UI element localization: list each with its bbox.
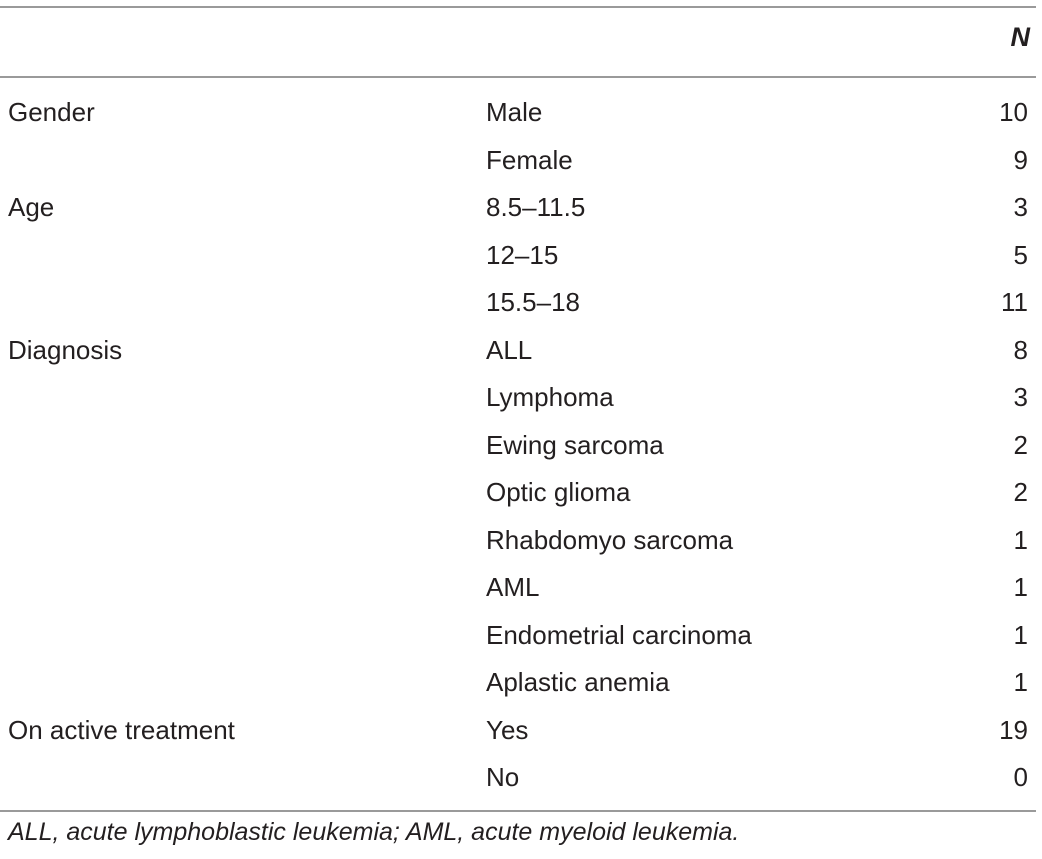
row-subcategory: 12–15 — [486, 239, 559, 270]
row-category — [0, 422, 486, 470]
row-subcategory: Male — [486, 97, 543, 128]
row-subcategory: Rhabdomyo sarcoma — [486, 524, 734, 555]
row-category — [0, 232, 486, 280]
row-category — [0, 564, 486, 612]
row-category — [0, 659, 486, 707]
row-subcategory: Optic glioma — [486, 477, 631, 508]
table-footnote: ALL, acute lymphoblastic leukemia; AML, acute myeloid leukemia. — [8, 818, 740, 846]
row-subcategory: 8.5–11.5 — [486, 192, 586, 223]
table-row — [0, 232, 1036, 280]
row-count: 9 — [1013, 144, 1028, 175]
row-category: On active treatment — [8, 714, 235, 745]
row-category — [0, 517, 486, 565]
row-count: 2 — [1013, 429, 1028, 460]
row-category: Age — [8, 192, 55, 223]
top-rule — [0, 6, 1036, 8]
table-row — [0, 422, 1036, 470]
table-row — [0, 612, 1036, 660]
row-count: 8 — [1013, 334, 1028, 365]
table-row — [0, 754, 1036, 802]
table-row — [0, 137, 1036, 185]
table-row — [0, 517, 1036, 565]
table-row — [0, 564, 1036, 612]
row-category — [0, 374, 486, 422]
row-count: 5 — [1013, 239, 1028, 270]
table-row — [0, 707, 1036, 755]
row-category — [0, 612, 486, 660]
row-subcategory: Aplastic anemia — [486, 667, 670, 698]
table-row — [0, 279, 1036, 327]
row-count: 1 — [1013, 524, 1028, 555]
row-subcategory: 15.5–18 — [486, 287, 580, 318]
row-subcategory: AML — [486, 572, 540, 603]
row-count: 1 — [1013, 619, 1028, 650]
row-subcategory: Female — [486, 144, 573, 175]
table-row — [0, 469, 1036, 517]
row-subcategory: Yes — [486, 714, 529, 745]
row-count: 2 — [1013, 477, 1028, 508]
row-subcategory: Lymphoma — [486, 382, 614, 413]
column-header-n: N — [1010, 22, 1030, 52]
row-count: 10 — [999, 97, 1028, 128]
table-row — [0, 184, 1036, 232]
table-row — [0, 659, 1036, 707]
row-category — [0, 754, 486, 802]
row-subcategory: ALL — [486, 334, 533, 365]
bottom-rule — [0, 810, 1036, 812]
row-count: 1 — [1013, 667, 1028, 698]
row-count: 11 — [1001, 287, 1028, 318]
demographics-table — [0, 89, 1036, 802]
row-category: Gender — [8, 97, 95, 128]
header-rule — [0, 76, 1036, 78]
table-row — [0, 89, 1036, 137]
row-category — [0, 137, 486, 185]
row-count: 1 — [1013, 572, 1028, 603]
row-subcategory: Endometrial carcinoma — [486, 619, 752, 650]
row-category: Diagnosis — [8, 334, 123, 365]
table-row — [0, 327, 1036, 375]
row-subcategory: Ewing sarcoma — [486, 429, 664, 460]
row-category — [0, 469, 486, 517]
row-count: 19 — [999, 714, 1028, 745]
row-category — [0, 279, 486, 327]
row-count: 3 — [1013, 192, 1028, 223]
table-row — [0, 374, 1036, 422]
row-count: 3 — [1013, 382, 1028, 413]
row-count: 0 — [1013, 762, 1028, 793]
row-subcategory: No — [486, 762, 520, 793]
